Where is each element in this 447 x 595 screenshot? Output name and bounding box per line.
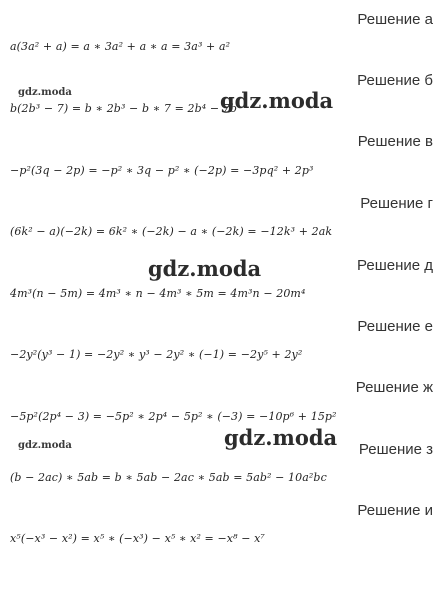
solution-formula-e: −2y²(y³ − 1) = −2y² ∗ y³ − 2y² ∗ (−1) = −2y⁵ + 2y² <box>10 348 303 361</box>
solution-formula-d: 4m³(n − 5m) = 4m³ ∗ n − 4m³ ∗ 5m = 4m³n − 20m⁴ <box>10 287 306 300</box>
watermark-large: gdz.moda <box>224 425 338 450</box>
solution-formula-g: (6k² − a)(−2k) = 6k² ∗ (−2k) − a ∗ (−2k) = −12k³ + 2ak <box>10 225 333 238</box>
watermark-small: gdz.moda <box>18 87 72 98</box>
watermark-small: gdz.moda <box>18 440 72 451</box>
solution-heading-d: Решение д <box>357 257 433 274</box>
solution-heading-a: Решение а <box>357 11 433 28</box>
solution-formula-b: b(2b³ − 7) = b ∗ 2b³ − b ∗ 7 = 2b⁴ − 7b <box>10 102 237 115</box>
solution-heading-g: Решение г <box>360 195 433 212</box>
watermark-large: gdz.moda <box>148 256 262 281</box>
solution-heading-v: Решение в <box>357 133 433 150</box>
solution-formula-zh: −5p²(2p⁴ − 3) = −5p² ∗ 2p⁴ − 5p² ∗ (−3) = −10p⁶ + 15p² <box>10 410 337 423</box>
solution-heading-e: Решение е <box>357 318 433 335</box>
solution-heading-z: Решение з <box>358 441 433 458</box>
solution-heading-i: Решение и <box>357 502 433 519</box>
solution-formula-a: a(3a² + a) = a ∗ 3a² + a ∗ a = 3a³ + a² <box>10 40 231 53</box>
watermark-large: gdz.moda <box>220 88 334 113</box>
solution-heading-b: Решение б <box>357 72 433 89</box>
solution-heading-zh: Решение ж <box>355 379 433 396</box>
solution-formula-v: −p²(3q − 2p) = −p² ∗ 3q − p² ∗ (−2p) = −3pq² + 2p³ <box>10 164 314 177</box>
solution-formula-i: x⁵(−x³ − x²) = x⁵ ∗ (−x³) − x⁵ ∗ x² = −x⁸ − x⁷ <box>10 532 265 545</box>
solution-formula-z: (b − 2ac) ∗ 5ab = b ∗ 5ab − 2ac ∗ 5ab = 5ab² − 10a²bc <box>10 471 327 484</box>
